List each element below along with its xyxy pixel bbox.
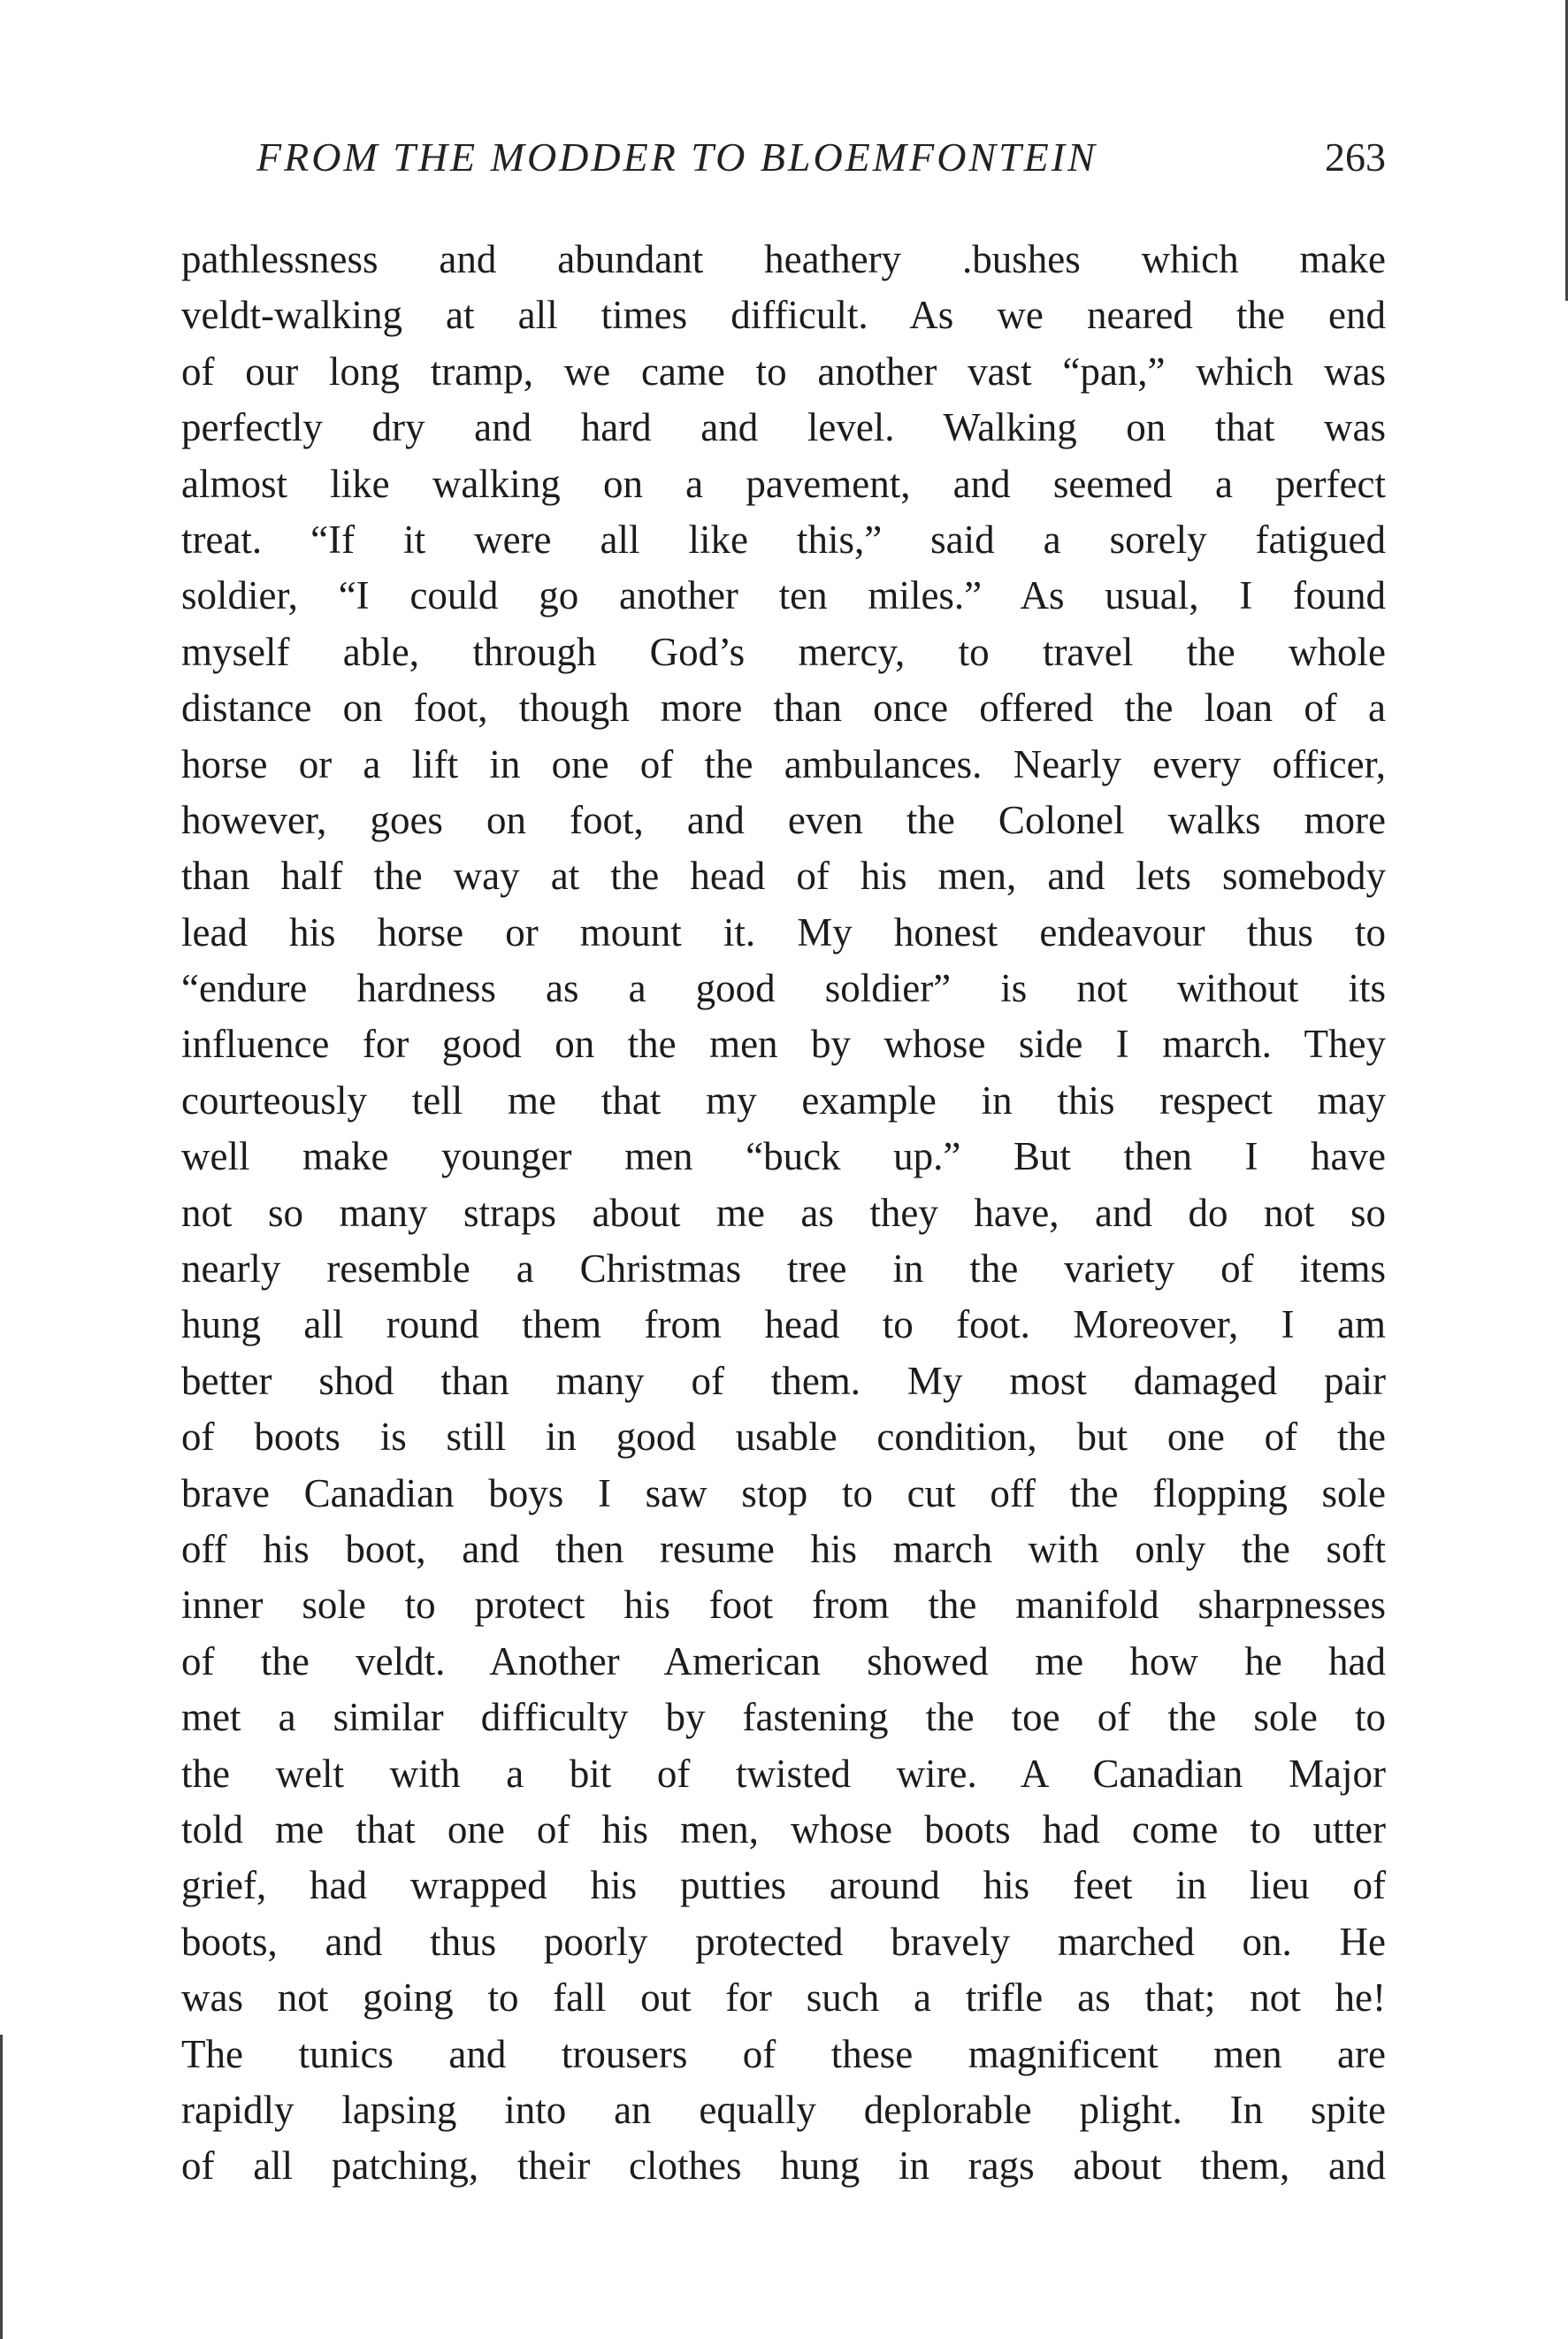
text-line: perfectly dry and hard and level. Walking on that was [181,405,1386,450]
text-line: myself able, through God’s mercy, to travel the whole [181,629,1386,674]
text-line: influence for good on the men by whose side I march. They [181,1022,1386,1067]
text-line: of all patching, their clothes hung in rags about them, and [181,2143,1386,2189]
page-edge-shadow-bottom-left [0,2035,3,2339]
body-text [181,232,1386,2195]
text-line: veldt-walking at all times difficult. As we neared the end [181,293,1386,338]
text-line: of boots is still in good usable condition, but one of the [181,1415,1386,1460]
text-line: of our long tramp, we came to another vast “pan,” which was [181,349,1386,394]
text-line: treat. “If it were all like this,” said a sorely fatigued [181,517,1386,562]
text-line: soldier, “I could go another ten miles.” As usual, I found [181,573,1386,618]
text-line: the welt with a bit of twisted wire. A Canadian Major [181,1751,1386,1796]
running-title: FROM THE MODDER TO BLOEMFONTEIN [256,134,1098,180]
text-line: hung all round them from head to foot. Moreover, I am [181,1302,1386,1347]
page-number: 263 [1325,134,1386,180]
text-line: distance on foot, though more than once offered the loan of a [181,686,1386,731]
text-line: rapidly lapsing into an equally deplorable plight. In spite [181,2087,1386,2132]
text-line: almost like walking on a pavement, and seemed a perfect [181,461,1386,506]
text-line: of the veldt. Another American showed me how he had [181,1638,1386,1683]
text-line: “endure hardness as a good soldier” is not without its [181,966,1386,1011]
text-line: off his boot, and then resume his march with only the soft [181,1526,1386,1571]
text-line: inner sole to protect his foot from the manifold sharpnesses [181,1583,1386,1628]
text-line: grief, had wrapped his putties around his feet in lieu of [181,1863,1386,1908]
text-line: pathlessness and abundant heathery .bushes which make [181,237,1386,281]
text-line: however, goes on foot, and even the Colonel walks more [181,797,1386,842]
text-line: The tunics and trousers of these magnificent men are [181,2031,1386,2076]
text-line: brave Canadian boys I saw stop to cut off the flopping sole [181,1470,1386,1515]
text-line: met a similar difficulty by fastening the toe of the sole to [181,1695,1386,1740]
text-line: horse or a lift in one of the ambulances. Nearly every officer, [181,741,1386,786]
text-line: not so many straps about me as they have, and do not so [181,1190,1386,1235]
text-line: lead his horse or mount it. My honest endeavour thus to [181,909,1386,955]
text-line: was not going to fall out for such a trifle as that; not he! [181,1975,1386,2021]
text-line: boots, and thus poorly protected bravely marched on. He [181,1919,1386,1964]
text-line: better shod than many of them. My most damaged pair [181,1358,1386,1403]
text-line: than half the way at the head of his men, and lets somebody [181,854,1386,899]
text-line: courteously tell me that my example in this respect may [181,1077,1386,1123]
running-header [181,131,1386,184]
text-line: nearly resemble a Christmas tree in the variety of items [181,1246,1386,1292]
text-line: well make younger men “buck up.” But then I have [181,1134,1386,1179]
text-line: told me that one of his men, whose boots had come to utter [181,1806,1386,1852]
